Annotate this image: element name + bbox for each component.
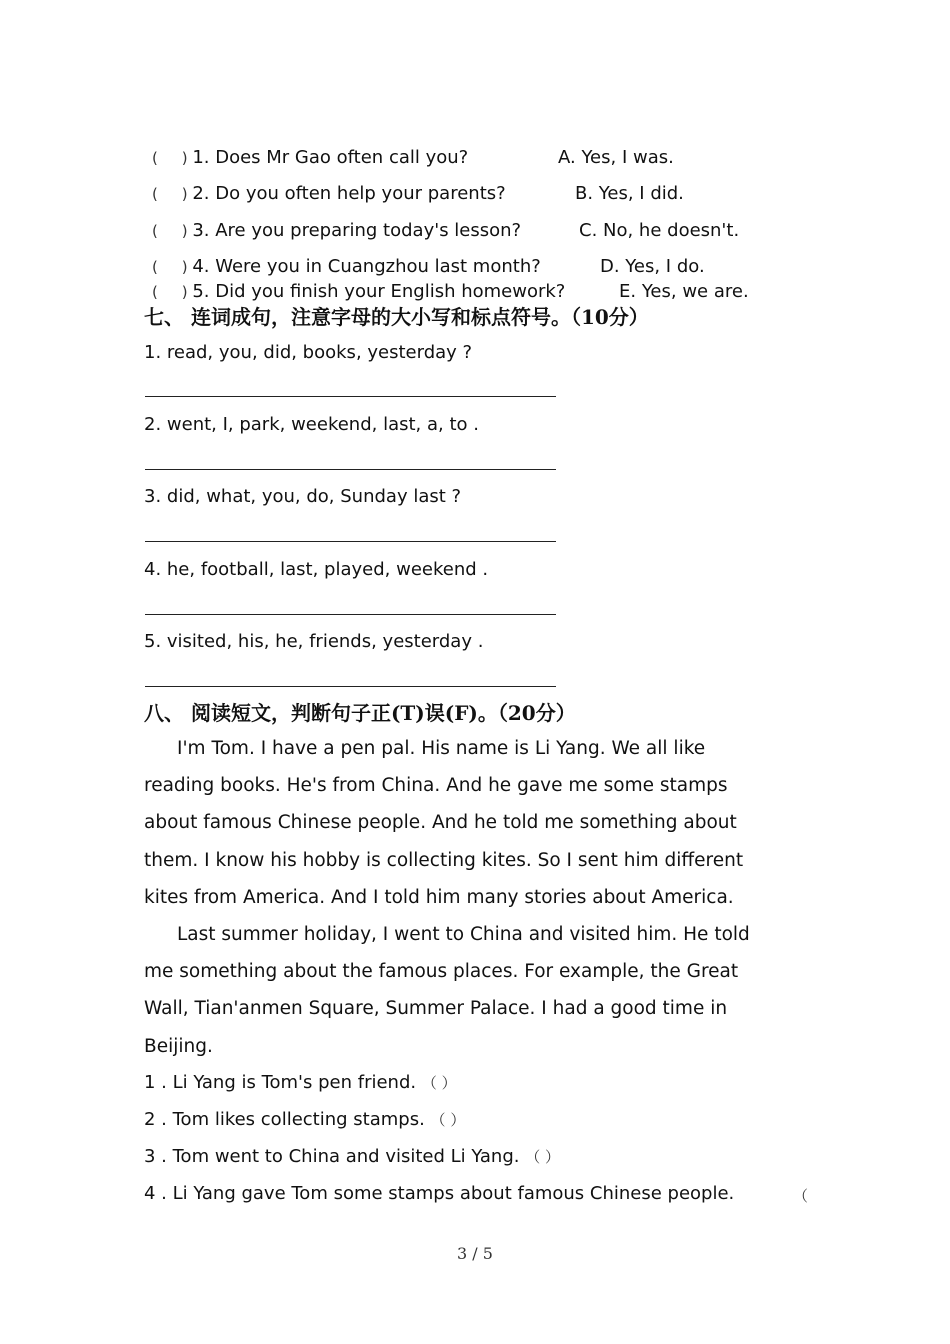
sentence-item-1: 1. read, you, did, books, yesterday ? bbox=[144, 342, 473, 363]
page-number: 3 / 5 bbox=[457, 1244, 493, 1263]
match-answer-c: C. No, he doesn't. bbox=[579, 220, 740, 241]
match-answer-d: D. Yes, I do. bbox=[600, 256, 705, 277]
sentence-item-2: 2. went, I, park, weekend, last, a, to . bbox=[144, 414, 479, 435]
answer-blank: ( ) bbox=[152, 222, 193, 240]
paragraph-line: kites from America. And I told him many stories about America. bbox=[144, 886, 734, 908]
match-num: 4. bbox=[192, 256, 210, 277]
paragraph-line: reading books. He's from China. And he gave me some stamps bbox=[144, 775, 728, 797]
answer-blank[interactable]: （ bbox=[793, 1187, 809, 1205]
answer-blank[interactable]: （ ） bbox=[421, 1074, 457, 1092]
statement-4 bbox=[144, 1183, 734, 1205]
section7-heading: 七、 连词成句，注意字母的大小写和标点符号。（10分） bbox=[144, 305, 649, 329]
answer-blank[interactable]: （ ） bbox=[430, 1111, 466, 1129]
answer-line-4[interactable] bbox=[145, 614, 556, 615]
match-row-5 bbox=[152, 281, 565, 303]
answer-blank[interactable]: （ ） bbox=[525, 1148, 561, 1166]
match-answer-b: B. Yes, I did. bbox=[575, 183, 684, 204]
answer-line-2[interactable] bbox=[145, 469, 556, 470]
sentence-item-5: 5. visited, his, he, friends, yesterday . bbox=[144, 631, 484, 652]
match-question: Did you finish your English homework? bbox=[215, 281, 566, 302]
match-row-2 bbox=[152, 183, 506, 205]
reading-paragraph-2 bbox=[144, 916, 784, 1065]
sentence-item-4: 4. he, football, last, played, weekend . bbox=[144, 559, 489, 580]
answer-line-1[interactable] bbox=[145, 396, 556, 397]
match-question: Does Mr Gao often call you? bbox=[215, 147, 469, 168]
sentence-item-3: 3. did, what, you, do, Sunday last ? bbox=[144, 486, 462, 507]
answer-blank: ( ) bbox=[152, 283, 193, 301]
paragraph-line: Last summer holiday, I went to China and visited him. He told bbox=[177, 924, 750, 945]
match-num: 5. bbox=[192, 281, 210, 302]
statement-text: 3 . Tom went to China and visited Li Yang. bbox=[144, 1146, 520, 1167]
statement-1 bbox=[144, 1072, 457, 1094]
statement-text: 1 . Li Yang is Tom's pen friend. bbox=[144, 1072, 417, 1093]
match-question: Were you in Cuangzhou last month? bbox=[215, 256, 541, 277]
match-answer-a: A. Yes, I was. bbox=[558, 147, 674, 168]
match-question: Are you preparing today's lesson? bbox=[215, 220, 522, 241]
match-row-4 bbox=[152, 256, 541, 278]
statement-text: 4 . Li Yang gave Tom some stamps about famous Chinese people. bbox=[144, 1183, 735, 1204]
paragraph-line: I'm Tom. I have a pen pal. His name is Li Yang. We all like bbox=[177, 738, 706, 759]
match-question: Do you often help your parents? bbox=[215, 183, 506, 204]
paragraph-line: Beijing. bbox=[144, 1035, 213, 1057]
paragraph-line: about famous Chinese people. And he told me something about bbox=[144, 812, 737, 834]
answer-blank: ( ) bbox=[152, 149, 193, 167]
match-row-1 bbox=[152, 147, 468, 169]
answer-line-3[interactable] bbox=[145, 541, 556, 542]
statement-text: 2 . Tom likes collecting stamps. bbox=[144, 1109, 425, 1130]
match-num: 3. bbox=[192, 220, 210, 241]
reading-paragraph-1 bbox=[144, 730, 784, 916]
answer-line-5[interactable] bbox=[145, 686, 556, 687]
answer-blank: ( ) bbox=[152, 258, 193, 276]
section8-heading: 八、 阅读短文，判断句子正(T)误(F)。（20分） bbox=[144, 701, 576, 725]
match-answer-e: E. Yes, we are. bbox=[619, 281, 749, 302]
paragraph-line: Wall, Tian'anmen Square, Summer Palace. I had a good time in bbox=[144, 998, 728, 1020]
paragraph-line: me something about the famous places. For example, the Great bbox=[144, 961, 739, 983]
match-row-3 bbox=[152, 220, 521, 242]
answer-blank: ( ) bbox=[152, 185, 193, 203]
match-num: 2. bbox=[192, 183, 210, 204]
statement-2 bbox=[144, 1109, 465, 1131]
match-num: 1. bbox=[192, 147, 210, 168]
statement-3 bbox=[144, 1146, 560, 1168]
paragraph-line: them. I know his hobby is collecting kites. So I sent him different bbox=[144, 849, 744, 871]
